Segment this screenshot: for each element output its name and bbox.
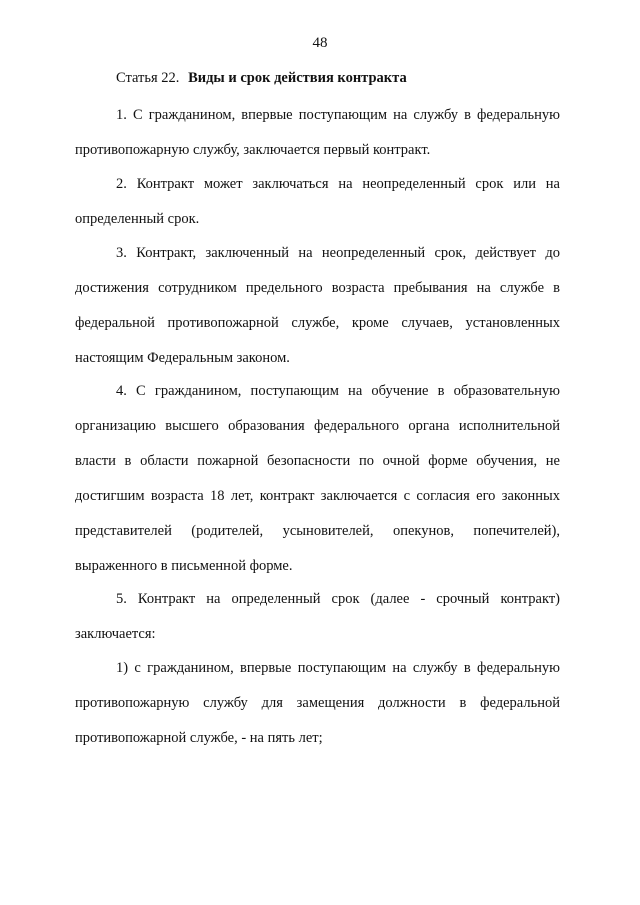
paragraph-line: 1. С гражданином, впервые поступающим на службу в федеральную [116, 107, 560, 123]
paragraph-line: выраженного в письменной форме. [75, 558, 293, 574]
paragraph-line: определенный срок. [75, 211, 200, 227]
article-label: Статья 22. [116, 70, 180, 86]
paragraph-line: противопожарной службе, - на пять лет; [75, 730, 323, 746]
article-title: Виды и срок действия контракта [188, 70, 407, 86]
paragraph-line: достигшим возраста 18 лет, контракт заключается с согласия его законных [75, 488, 560, 504]
paragraph-line: противопожарную службу для замещения должности в федеральной [75, 695, 560, 711]
paragraph-line: настоящим Федеральным законом. [75, 350, 290, 366]
paragraph-1 [75, 98, 560, 168]
paragraph-line: 2. Контракт может заключаться на неопределенный срок или на [116, 176, 560, 192]
paragraph-6 [75, 651, 560, 756]
paragraph-line: представителей (родителей, усыновителей, опекунов, попечителей), [75, 523, 560, 539]
paragraph-line: заключается: [75, 626, 156, 642]
paragraph-line: 1) с гражданином, впервые поступающим на службу в федеральную [116, 660, 560, 676]
paragraph-2 [75, 167, 560, 237]
article-heading [116, 68, 407, 88]
paragraph-line: 3. Контракт, заключенный на неопределенный срок, действует до [116, 245, 560, 261]
paragraph-line: 4. С гражданином, поступающим на обучение в образовательную [116, 383, 560, 399]
page-number: 48 [312, 35, 328, 51]
paragraph-line: 5. Контракт на определенный срок (далее - срочный контракт) [116, 591, 560, 607]
paragraph-line: достижения сотрудником предельного возраста пребывания на службе в [75, 280, 560, 296]
paragraph-5 [75, 582, 560, 652]
paragraph-line: организацию высшего образования федерального органа исполнительной [75, 418, 560, 434]
paragraph-line: противопожарную службу, заключается первый контракт. [75, 142, 431, 158]
paragraph-line: федеральной противопожарной службе, кроме случаев, установленных [75, 315, 560, 331]
paragraph-line: власти в области пожарной безопасности по очной форме обучения, не [75, 453, 560, 469]
paragraph-3 [75, 236, 560, 376]
paragraph-4 [75, 374, 560, 584]
